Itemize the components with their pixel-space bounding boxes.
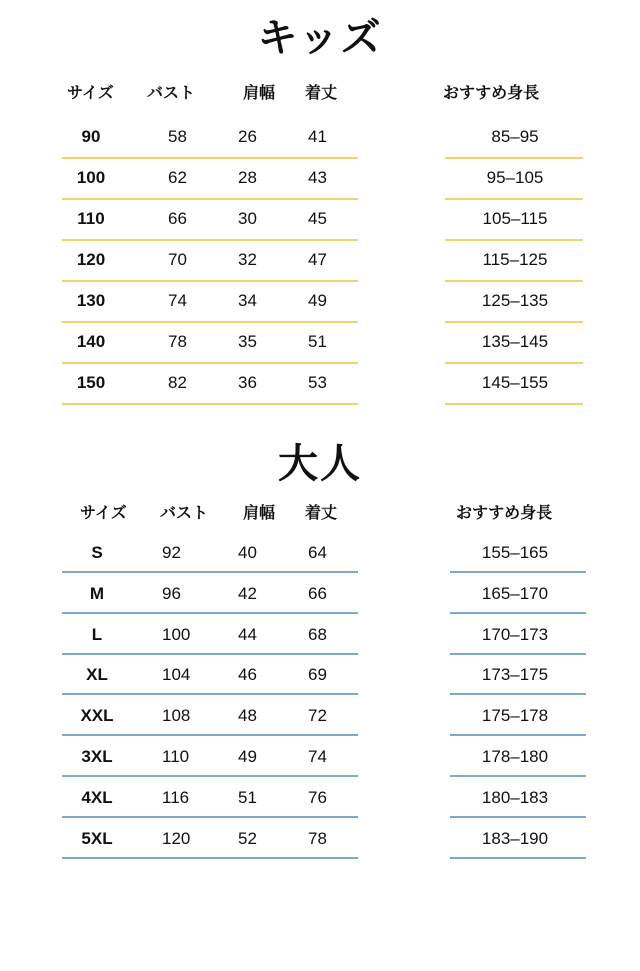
- kids-cell-size: 150: [76, 373, 106, 392]
- kids-cell-height: 115–125: [482, 250, 548, 269]
- kids-height-divider: [445, 362, 583, 364]
- kids-cell-length: 51: [308, 332, 327, 351]
- adult-cell-length: 66: [308, 583, 327, 603]
- kids-header-length: 着丈: [305, 83, 338, 102]
- kids-height-divider: [445, 321, 583, 323]
- kids-cell-shoulder: 34: [238, 291, 257, 310]
- kids-header-bust: バスト: [147, 83, 196, 102]
- kids-cell-bust: 58: [168, 127, 187, 146]
- kids-row-divider: [62, 321, 358, 323]
- kids-cell-length: 43: [308, 168, 327, 187]
- adult-cell-size: L: [91, 624, 103, 644]
- kids-cell-length: 53: [308, 373, 327, 392]
- adult-cell-size: 4XL: [81, 787, 113, 807]
- adult-cell-size: XL: [86, 665, 108, 685]
- kids-cell-bust: 62: [168, 168, 187, 187]
- kids-cell-length: 41: [308, 127, 327, 146]
- kids-header-shoulder: 肩幅: [243, 83, 276, 102]
- adult-height-divider: [450, 612, 586, 614]
- adult-cell-bust: 104: [162, 665, 191, 685]
- adult-cell-height: 178–180: [481, 747, 549, 766]
- kids-cell-shoulder: 36: [238, 373, 257, 392]
- kids-cell-height: 125–135: [481, 291, 549, 310]
- adult-cell-length: 74: [308, 747, 327, 766]
- kids-cell-size: 100: [76, 168, 106, 187]
- kids-height-divider: [445, 280, 583, 282]
- adult-header-length: 着丈: [305, 503, 338, 522]
- adult-cell-bust: 116: [162, 787, 190, 807]
- adult-cell-size: S: [91, 543, 103, 562]
- adult-title: 大人: [278, 440, 362, 487]
- kids-cell-size: 140: [76, 332, 106, 351]
- kids-cell-shoulder: 32: [238, 250, 257, 269]
- adult-row-divider: [62, 857, 358, 859]
- adult-height-divider: [450, 571, 586, 573]
- adult-height-divider: [450, 693, 586, 695]
- adult-cell-size: M: [89, 583, 105, 603]
- adult-cell-height: 175–178: [481, 706, 549, 726]
- adult-row-divider: [62, 734, 358, 736]
- adult-cell-length: 72: [308, 706, 327, 726]
- adult-height-divider: [450, 857, 586, 859]
- kids-height-divider: [445, 239, 583, 241]
- kids-cell-height: 145–155: [481, 373, 549, 392]
- adult-row-divider: [62, 693, 358, 695]
- kids-cell-height: 85–95: [491, 127, 539, 146]
- kids-row-divider: [62, 239, 358, 241]
- kids-cell-shoulder: 35: [238, 332, 257, 351]
- kids-title: キッズ: [257, 14, 383, 61]
- adult-row-divider: [62, 816, 358, 818]
- kids-row-divider: [62, 280, 358, 282]
- adult-cell-length: 64: [308, 543, 327, 562]
- kids-cell-size: 90: [81, 127, 101, 146]
- kids-cell-height: 105–115: [482, 209, 548, 228]
- kids-cell-shoulder: 30: [238, 209, 257, 228]
- adult-header-height: おすすめ身長: [456, 503, 553, 522]
- adult-cell-shoulder: 46: [238, 665, 257, 685]
- adult-cell-bust: 96: [162, 583, 181, 603]
- adult-cell-bust: 100: [162, 624, 191, 644]
- kids-cell-size: 130: [76, 291, 106, 310]
- adult-cell-length: 68: [308, 624, 327, 644]
- adult-cell-shoulder: 52: [238, 828, 257, 848]
- kids-cell-bust: 66: [168, 209, 187, 228]
- adult-height-divider: [450, 816, 586, 818]
- adult-cell-shoulder: 49: [238, 747, 257, 766]
- adult-cell-bust: 108: [162, 706, 191, 726]
- kids-cell-size: 110: [77, 209, 105, 228]
- kids-row-divider: [62, 198, 358, 200]
- kids-cell-length: 49: [308, 291, 327, 310]
- kids-height-divider: [445, 403, 583, 405]
- kids-cell-length: 47: [308, 250, 327, 269]
- kids-cell-shoulder: 28: [238, 168, 257, 187]
- adult-height-divider: [450, 775, 586, 777]
- adult-cell-shoulder: 51: [238, 787, 257, 807]
- adult-height-divider: [450, 653, 586, 655]
- adult-cell-height: 173–175: [481, 665, 549, 685]
- adult-cell-length: 69: [308, 665, 327, 685]
- adult-cell-height: 183–190: [481, 828, 549, 848]
- adult-row-divider: [62, 612, 358, 614]
- adult-cell-size: 5XL: [81, 828, 113, 848]
- kids-cell-shoulder: 26: [238, 127, 257, 146]
- adult-row-divider: [62, 571, 358, 573]
- kids-cell-size: 120: [76, 250, 106, 269]
- adult-cell-size: 3XL: [81, 747, 113, 766]
- kids-row-divider: [62, 403, 358, 405]
- adult-cell-shoulder: 40: [238, 543, 257, 562]
- adult-cell-length: 78: [308, 828, 327, 848]
- kids-row-divider: [62, 157, 358, 159]
- adult-header-bust: バスト: [160, 503, 209, 522]
- kids-row-divider: [62, 362, 358, 364]
- adult-cell-shoulder: 42: [238, 583, 257, 603]
- adult-height-divider: [450, 734, 586, 736]
- adult-cell-bust: 110: [162, 747, 190, 766]
- kids-height-divider: [445, 198, 583, 200]
- kids-header-height: おすすめ身長: [443, 83, 540, 102]
- kids-cell-bust: 78: [168, 332, 187, 351]
- kids-cell-bust: 70: [168, 250, 187, 269]
- adult-header-size: サイズ: [80, 503, 127, 522]
- kids-cell-length: 45: [308, 209, 327, 228]
- adult-cell-shoulder: 44: [238, 624, 257, 644]
- adult-cell-bust: 92: [162, 543, 181, 562]
- adult-cell-bust: 120: [162, 828, 191, 848]
- adult-cell-size: XXL: [80, 706, 114, 726]
- adult-row-divider: [62, 775, 358, 777]
- adult-cell-height: 170–173: [481, 624, 549, 644]
- adult-header-shoulder: 肩幅: [243, 503, 276, 522]
- kids-height-divider: [445, 157, 583, 159]
- kids-header-size: サイズ: [67, 83, 114, 102]
- adult-row-divider: [62, 653, 358, 655]
- adult-cell-shoulder: 48: [238, 706, 257, 726]
- kids-cell-height: 135–145: [481, 332, 549, 351]
- kids-cell-bust: 82: [168, 373, 187, 392]
- adult-cell-height: 165–170: [481, 583, 549, 603]
- kids-cell-bust: 74: [168, 291, 187, 310]
- adult-cell-height: 180–183: [481, 787, 549, 807]
- adult-cell-height: 155–165: [481, 543, 549, 562]
- kids-cell-height: 95–105: [486, 168, 544, 187]
- adult-cell-length: 76: [308, 787, 327, 807]
